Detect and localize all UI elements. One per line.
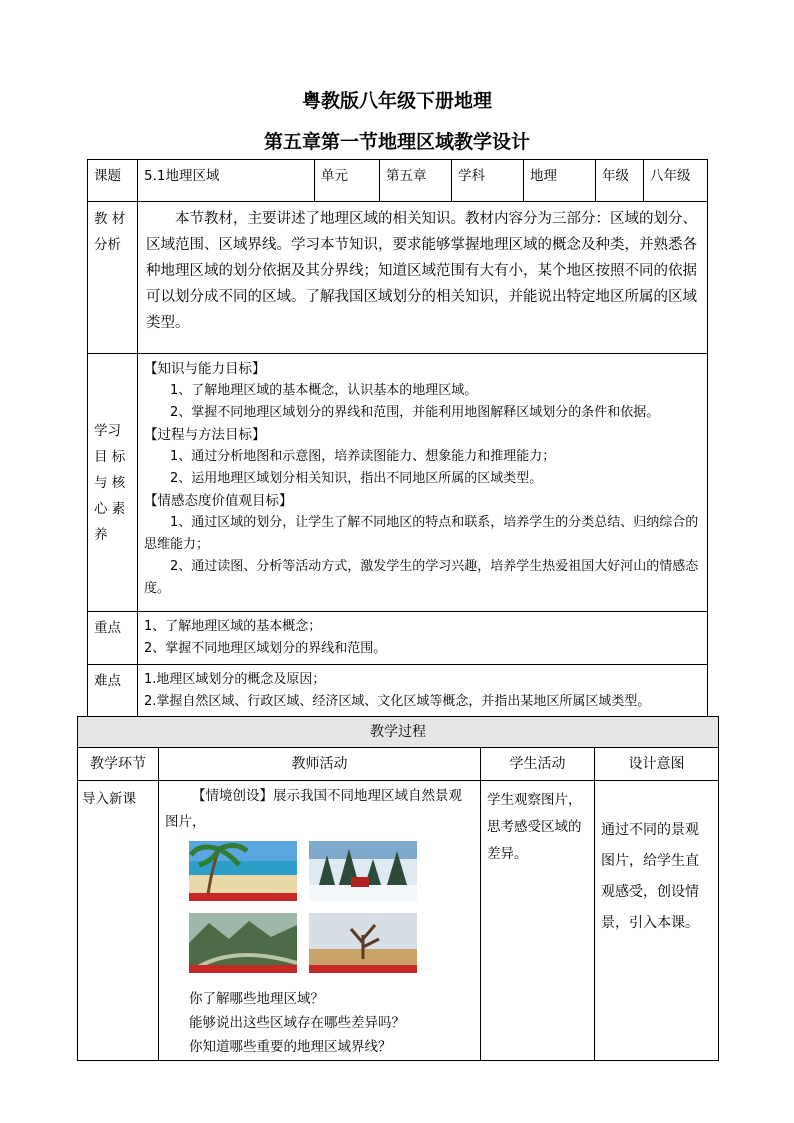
question-3: 你知道哪些重要的地理区域界线？ [189,1039,392,1055]
topic-value: 5.1地理区域 [138,160,315,202]
teacher-intro: 【情境创设】展示我国不同地理区域自然景观图片， [165,788,462,830]
knowledge-goal-heading: 【知识与能力目标】 [144,361,266,377]
analysis-label: 教 材 分析 [88,202,138,354]
emotion-goal-2: 2、通过读图、分析等活动方式，激发学生的学习兴趣，培养学生热爱祖国大好河山的情感态度。 [144,559,699,596]
column-student: 学生活动 [481,748,595,781]
process-goal-1: 1、通过分析地图和示意图，培养读图能力、想象能力和推理能力； [170,449,556,464]
analysis-text: 本节教材，主要讲述了地理区域的相关知识。教材内容分为三部分：区域的划分、区域范围、区域界线。学习本节知识，要求能够掌握地理区域的概念及种类，并熟悉各种地理区域的划分依据及其分界线；知道区域范围有大有小，某个地区按照不同的依据可以划分成不同的区域。了解我国区域划分的相关知识，并能说出特定地区所属的区域类型。 [138,202,708,354]
question-1: 你了解哪些地理区域？ [189,991,324,1007]
lesson-info-table [87,159,708,718]
desert-tree-photo [309,913,417,973]
column-stage: 教学环节 [78,748,159,781]
key-point-2: 2、掌握不同地理区域划分的界线和范围。 [144,641,387,656]
knowledge-goal-2: 2、掌握不同地理区域划分的界线和范围，并能利用地图解释区域划分的条件和依据。 [170,405,660,420]
landscape-photo-grid [189,841,429,981]
subject-label: 学科 [452,160,524,202]
difficulty-1: 1.地理区域划分的概念及原因； [144,672,326,687]
student-activity: 学生观察图片，思考感受区域的差异。 [481,781,595,1061]
column-teacher: 教师活动 [159,748,481,781]
difficulties-label: 难点 [88,665,138,718]
grade-label: 年级 [596,160,644,202]
key-points-label: 重点 [88,612,138,665]
process-goal-2: 2、运用地理区域划分相关知识，指出不同地区所属的区域类型。 [170,471,543,486]
difficulty-2: 2.掌握自然区域、行政区域、经济区域、文化区域等概念，并指出某地区所属区域类型。 [144,694,651,709]
emotion-goal-1: 1、通过区域的划分，让学生了解不同地区的特点和联系，培养学生的分类总结、归纳综合的思维能力； [144,515,699,552]
goals-label: 学习 目 标 与 核 心 素养 [88,354,138,612]
topic-label: 课题 [88,160,138,202]
subject-value: 地理 [524,160,596,202]
stage-name: 导入新课 [78,781,159,1061]
knowledge-goal-1: 1、了解地理区域的基本概念，认识基本的地理区域。 [170,383,478,398]
document-subtitle: 第五章第一节地理区域教学设计 [263,131,530,153]
teaching-process-table [77,716,719,1061]
question-2: 能够说出这些区域存在哪些差异吗？ [189,1015,405,1031]
process-heading: 教学过程 [78,717,719,748]
column-intent: 设计意图 [595,748,719,781]
unit-value: 第五章 [380,160,452,202]
tropical-beach-photo [189,841,297,901]
process-goal-heading: 【过程与方法目标】 [144,427,266,443]
document-title: 粤教版八年级下册地理 [301,90,492,112]
design-intent: 通过不同的景观图片，给学生直观感受，创设情景，引入本课。 [595,781,719,1061]
emotion-goal-heading: 【情感态度价值观目标】 [144,493,293,509]
snow-forest-photo [309,841,417,901]
key-point-1: 1、了解地理区域的基本概念； [144,619,322,634]
mountain-valley-photo [189,913,297,973]
unit-label: 单元 [315,160,380,202]
grade-value: 八年级 [644,160,708,202]
